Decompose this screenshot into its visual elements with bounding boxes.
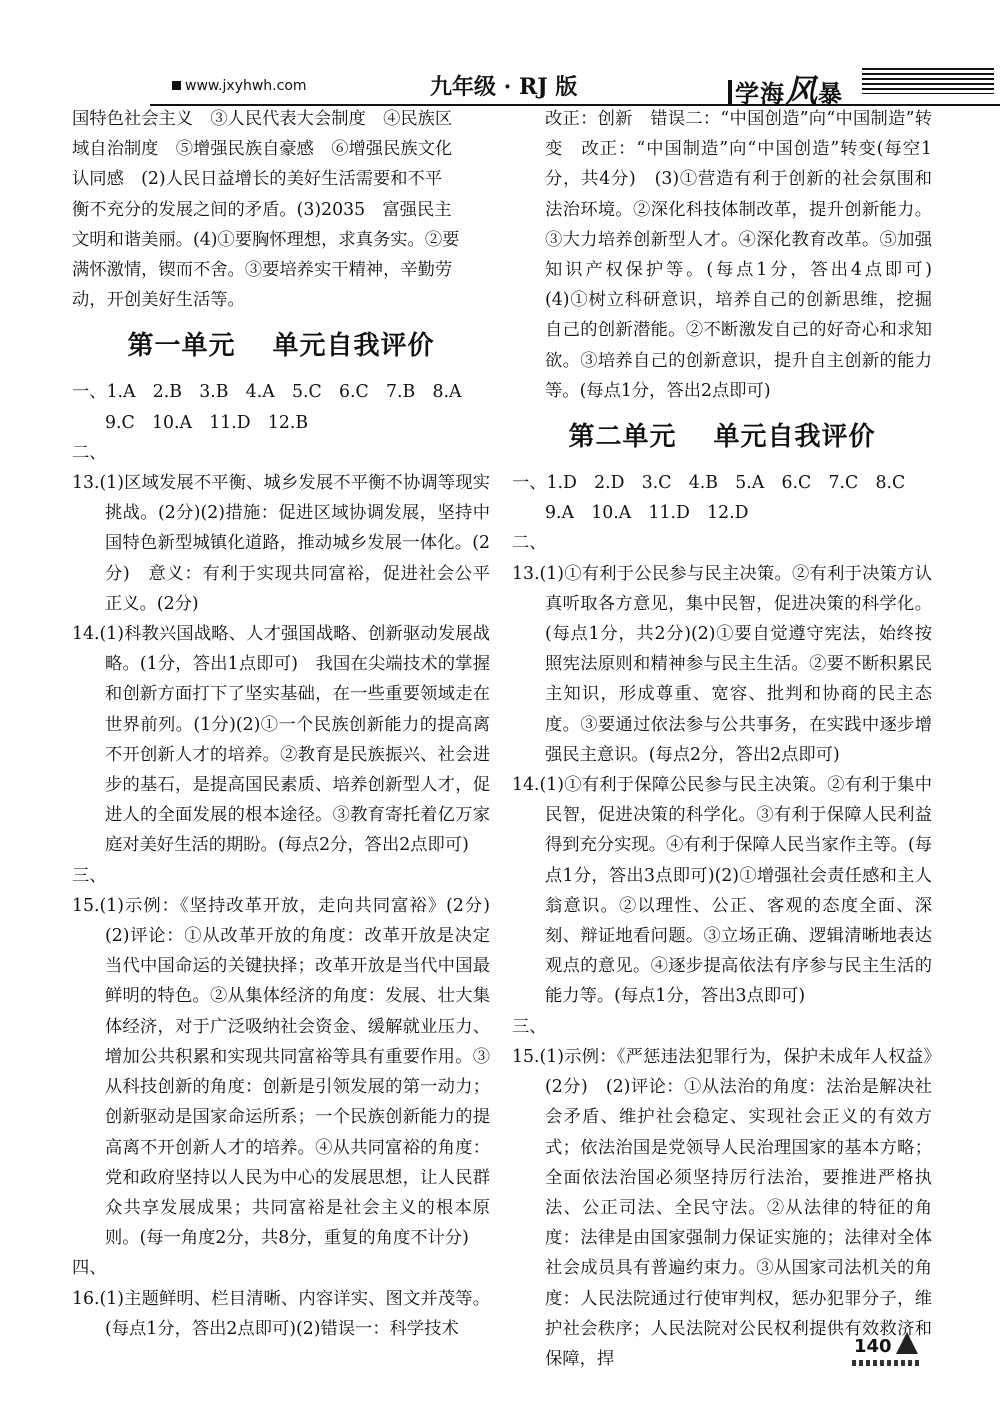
intro-line: 动，开创美好生活等。: [72, 290, 245, 311]
header-grade: 九年级 · RJ 版: [430, 74, 578, 100]
answer-13: 13.(1)①有利于公民参与民主决策。②有利于决策方认真听取各方意见，集中民智，促进决策的科学化。(每点1分，共2分)(2)①要自觉遵守宪法，始终按照宪法原则和精神参与民主生活。②要不断积累民主知识，形成尊重、宽容、批判和协商的民主态度。③要通过依法参与公共事务，在实践中逐步增强民主意识。(每点2分，答出2点即可): [512, 563, 932, 765]
section-heading: 二、: [72, 442, 107, 463]
left-column: [72, 104, 490, 1344]
intro-line: 满怀激情，锲而不舍。③要培养实干精神，辛勤劳: [72, 260, 453, 281]
section-heading: 三、: [72, 865, 107, 886]
section-heading: 三、: [512, 1016, 547, 1037]
page-header: [150, 60, 1000, 110]
header-brand: 学海风暴: [728, 66, 843, 112]
triangle-icon: [896, 1332, 918, 1354]
section-heading: 二、: [512, 533, 547, 554]
answer-13: 13.(1)区域发展不平衡、城乡发展不平衡不协调等现实挑战。(2分)(2)措施：促进区域协调发展，坚持中国特色新型城镇化道路，推动城乡发展一体化。(2分) 意义：有利于实现共同富裕，促进社会公平正义。(2分): [72, 473, 490, 614]
answer-15: 15.(1)示例：《严惩违法犯罪行为，保护未成年人权益》(2分) (2)评论：①从法治的角度：法治是解决社会矛盾、维护社会稳定、实现社会正义的有效方式；依法治国是党领导人民治理国家的基本方略；全面依法治国必须坚持厉行法治，要推进严格执法、公正司法、全民守法。②从法律的特征的角度：法律是由国家强制力保证实施的；法律对全体社会成员具有普遍约束力。③从国家司法机关的角度：人民法院通过行使审判权，惩办犯罪分子，维护社会秩序；人民法院对公民权利提供有效救济和保障，捍: [512, 1046, 932, 1369]
square-bullet-icon: [172, 81, 181, 90]
answer-14: 14.(1)①有利于保障公民参与民主决策。②有利于集中民智，促进决策的科学化。③有利于保障人民利益得到充分实现。④有利于保障人民当家作主等。(每点1分，答出3点即可)(2)①增强社会责任感和主人翁意识。②以理性、公正、客观的态度全面、深刻、辩证地看问题。③立场正确、逻辑清晰地表达观点的意见。④逐步提高依法有序参与民主生活的能力等。(每点1分，答出3点即可): [512, 775, 932, 1007]
wave-decoration: [852, 1360, 922, 1366]
header-url: www.jxyhwh.com: [172, 78, 307, 94]
answer-14: 14.(1)科教兴国战略、人才强国战略、创新驱动发展战略。(1分，答出1点即可) 我国在尖端技术的掌握和创新方面打下了坚实基础，在一些重要领域走在世界前列。(1分)(2)①一个民族创新能力的提高离不开创新人才的培养。②教育是民族振兴、社会进步的基石，是提高国民素质、培养创新型人才，促进人的全面发展的根本途径。③教育寄托着亿万家庭对美好生活的期盼。(每点2分，答出2点即可): [72, 624, 490, 856]
unit-two-title: 第二单元 单元自我评价: [568, 422, 876, 453]
intro-line: 衡不充分的发展之间的矛盾。(3)2035 富强民主: [72, 199, 452, 220]
answer-16: 16.(1)主题鲜明、栏目清晰、内容详实、图文并茂等。(每点1分，答出2点即可)(2)错误一：科学技术: [72, 1288, 490, 1339]
header-stripes-decoration: [862, 68, 994, 94]
answer-16-continued: 改正：创新 错误二：“中国创造”向“中国制造”转变 改正：“中国制造”向“中国创造”转变(每空1分，共4分) (3)①营造有利于创新的社会氛围和法治环境。②深化科技体制改革，提升创新能力。③大力培养创新型人才。④深化教育改革。⑤加强知识产权保护等。(每点1分，答出4点即可) (4)①树立科研意识，培养自己的创新思维，挖掘自己的创新潜能。②不断激发自己的好奇心和求知欲。③培养自己的创新意识，提升自主创新的能力等。(每点1分，答出2点即可): [545, 109, 950, 401]
intro-line: 文明和谐美丽。(4)①要胸怀理想，求真务实。②要: [72, 229, 460, 250]
choice-answers-line: 9.A 10.A 11.D 12.D: [545, 503, 749, 524]
unit-one-title: 第一单元 单元自我评价: [127, 331, 435, 362]
page-number: 140: [854, 1336, 892, 1357]
brand-bar-icon: [728, 80, 732, 106]
answer-15: 15.(1)示例：《坚持改革开放，走向共同富裕》(2分)(2)评论：①从改革开放的角度：改革开放是决定当代中国命运的关键抉择；改革开放是当代中国最鲜明的特色。②从集体经济的角度：发展、壮大集体经济，对于广泛吸纳社会资金、缓解就业压力、增加公共积累和实现共同富裕等具有重要作用。③从科技创新的角度：创新是引领发展的第一动力；创新驱动是国家命运所系；一个民族创新能力的提高离不开创新人才的培养。④从共同富裕的角度：党和政府坚持以人民为中心的发展思想，让人民群众共享发展成果；共同富裕是社会主义的根本原则。(每一角度2分，共8分，重复的角度不计分): [72, 895, 490, 1249]
choice-answers-line: 一、1.D 2.D 3.C 4.B 5.A 6.C 7.C 8.C: [512, 473, 906, 494]
right-column: [512, 104, 950, 1374]
intro-line: 认同感 (2)人民日益增长的美好生活需要和不平: [72, 169, 443, 190]
choice-answers-line: 一、1.A 2.B 3.B 4.A 5.C 6.C 7.B 8.A: [72, 382, 462, 403]
intro-line: 国特色社会主义 ③人民代表大会制度 ④民族区: [72, 109, 453, 129]
section-heading: 四、: [72, 1258, 107, 1279]
intro-line: 域自治制度 ⑤增强民族自豪感 ⑥增强民族文化: [72, 139, 453, 160]
choice-answers-line: 9.C 10.A 11.D 12.B: [105, 412, 309, 433]
